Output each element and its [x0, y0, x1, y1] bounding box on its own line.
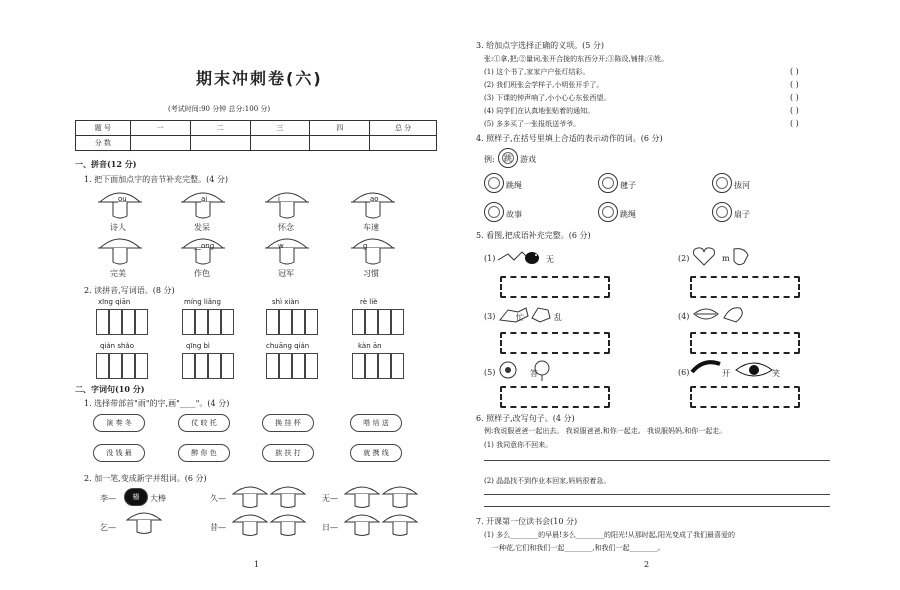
- char-stem: 昔—: [210, 523, 226, 532]
- score-header-cell: 总 分: [370, 121, 437, 136]
- word-label: 习惯: [363, 269, 379, 278]
- mushroom-icon: [178, 232, 228, 272]
- char-stem: 日—: [322, 523, 338, 532]
- pinyin-blank[interactable]: w: [278, 242, 284, 250]
- answer-bubble[interactable]: 椿: [124, 488, 148, 506]
- score-header-cell: 四: [310, 121, 370, 136]
- example-suffix: 游戏: [520, 155, 536, 164]
- mushroom-icon: [95, 232, 145, 272]
- char-stem: 久—: [210, 494, 226, 503]
- writing-grid[interactable]: [182, 353, 234, 379]
- idiom-index: (3): [484, 312, 496, 321]
- idiom-char: m: [722, 254, 730, 263]
- action-word: 跳绳: [620, 210, 636, 219]
- answer-paren[interactable]: ( ): [790, 119, 799, 128]
- flower-blank-icon[interactable]: [598, 173, 618, 193]
- score-cell[interactable]: [310, 136, 370, 151]
- writing-grid[interactable]: [266, 353, 318, 379]
- mushroom-icon: [230, 510, 270, 538]
- pinyin-text: rè liè: [360, 298, 378, 306]
- question-3-prompt: 3. 给加点字选择正确的义项。(5 分): [476, 41, 605, 50]
- idiom-char: 答: [530, 369, 538, 378]
- question-2-prompt: 2. 读拼音,写词语。(8 分): [84, 286, 175, 295]
- flower-blank-icon[interactable]: [712, 202, 732, 222]
- idiom-char: 笑: [772, 369, 780, 378]
- mushroom-icon: [124, 508, 164, 536]
- pinyin-blank[interactable]: __ao: [363, 195, 379, 203]
- example-fill: 跳: [504, 154, 512, 163]
- idiom-answer-box[interactable]: [690, 386, 800, 408]
- hand-picture: [530, 304, 554, 326]
- question-6-example: 例:我说服爸爸一起出去。 我说服爸爸,和你一起走。 我说服妈妈,和你一起走。: [484, 427, 727, 435]
- pinyin-blank[interactable]: __ou: [111, 195, 127, 203]
- section-2-heading: 二、字词句(10 分): [75, 384, 145, 394]
- word-label: 车速: [363, 223, 379, 232]
- pinyin-text: míng liǎng: [184, 298, 221, 306]
- answer-paren[interactable]: ( ): [790, 80, 799, 89]
- mushroom-icon: [380, 510, 420, 538]
- question-3-prompt: 1. 选择带部首"雨"的字,画"____"。(4 分): [84, 399, 230, 408]
- mushroom-icon: [262, 232, 312, 272]
- word-label: 发呆: [194, 223, 210, 232]
- word-label: 完美: [110, 269, 126, 278]
- char-example: 大棒: [150, 494, 166, 503]
- score-header-cell: 三: [250, 121, 310, 136]
- question-3-item: (5) 多多买了一张报纸送爷爷。: [484, 120, 581, 128]
- page-number: 1: [254, 560, 260, 569]
- pinyin-blank[interactable]: __ong: [194, 242, 215, 250]
- mushroom-icon: [348, 232, 398, 272]
- question-4-prompt: 2. 加一笔,变成新字并组词。(6 分): [84, 474, 207, 483]
- question-6-item: (1) 我同意你不回来。: [484, 441, 553, 449]
- answer-line[interactable]: [484, 494, 830, 495]
- question-7-line: 一种花,它们和我们一起________,和我们一起________。: [492, 544, 665, 552]
- score-header-cell: 题 号: [76, 121, 131, 136]
- mouth-picture: [690, 302, 750, 326]
- mushroom-icon: [380, 482, 420, 510]
- idiom-answer-box[interactable]: [690, 276, 800, 298]
- char-option[interactable]: 嗒 培 送: [350, 414, 402, 432]
- writing-grid[interactable]: [266, 309, 318, 335]
- question-4-prompt: 4. 照样子,在括号里填上合适的表示动作的词。(6 分): [476, 134, 663, 143]
- char-stem: 乞—: [100, 523, 116, 532]
- page-number: 2: [644, 560, 650, 569]
- score-cell[interactable]: [370, 136, 437, 151]
- idiom-index: (4): [678, 312, 690, 321]
- flower-blank-icon[interactable]: [484, 173, 504, 193]
- writing-grid[interactable]: [182, 309, 234, 335]
- mushroom-icon: [230, 482, 270, 510]
- score-row-label: 分 数: [76, 136, 131, 151]
- idiom-index: (5): [484, 368, 496, 377]
- idiom-answer-box[interactable]: [500, 276, 610, 298]
- idiom-index: (2): [678, 254, 690, 263]
- question-3-item: (1) 这个书了,家家户户张灯结彩。: [484, 68, 590, 76]
- action-word: 拔河: [734, 181, 750, 190]
- word-label: 冠军: [278, 269, 294, 278]
- idiom-char: 乱: [554, 313, 562, 322]
- score-header-cell: 一: [130, 121, 190, 136]
- char-option[interactable]: 演 奏 冬: [93, 414, 145, 432]
- mushroom-icon: [342, 482, 382, 510]
- idiom-char: 忙: [516, 313, 524, 322]
- pinyin-text: kàn ān: [358, 342, 382, 350]
- score-cell[interactable]: [250, 136, 310, 151]
- question-3-definitions: 张:①拿,把;②量词,张开合拢的东西分开;③陈设,铺排;④姓。: [484, 55, 669, 63]
- idiom-char: 开: [722, 369, 730, 378]
- writing-grid[interactable]: [352, 353, 404, 379]
- writing-grid[interactable]: [352, 309, 404, 335]
- question-7-line: (1) 多么________的早晨!多么________的阳光!从那时起,阳光变成了我们最喜爱的: [484, 531, 735, 539]
- mushroom-icon: [342, 510, 382, 538]
- question-5-prompt: 5. 看图,把成语补充完整。(6 分): [476, 231, 591, 240]
- pinyin-text: qián shǎo: [100, 342, 134, 350]
- char-option[interactable]: 族 扶 打: [262, 444, 314, 462]
- pinyin-text: xīng qiān: [98, 298, 131, 306]
- section-1-heading: 一、拼音(12 分): [75, 159, 137, 169]
- action-word: 跳绳: [506, 181, 522, 190]
- word-label: 怀念: [278, 223, 294, 232]
- question-6-item: (2) 晶晶找不到作业本回家,妈妈很着急。: [484, 477, 611, 485]
- idiom-answer-box[interactable]: [690, 332, 800, 354]
- right-page: [450, 0, 900, 590]
- score-table: [75, 120, 437, 151]
- question-1-prompt: 1. 把下面加点字的音节补充完整。(4 分): [84, 175, 229, 184]
- char-option[interactable]: 仗 皎 托: [178, 414, 230, 432]
- char-option[interactable]: 就 携 线: [350, 444, 402, 462]
- action-word: 故事: [506, 210, 522, 219]
- idiom-answer-box[interactable]: [500, 332, 610, 354]
- mushroom-icon: [268, 510, 308, 538]
- char-option[interactable]: 醉 你 色: [178, 444, 230, 462]
- flower-blank-icon[interactable]: [484, 202, 504, 222]
- char-stem: 李—: [100, 494, 116, 503]
- flower-blank-icon[interactable]: [712, 173, 732, 193]
- answer-paren[interactable]: ( ): [790, 67, 799, 76]
- idiom-index: (1): [484, 254, 496, 263]
- idiom-char: 无: [546, 255, 554, 264]
- answer-line[interactable]: [484, 460, 830, 461]
- idiom-index: (6): [678, 368, 690, 377]
- action-word: 毽子: [620, 181, 636, 190]
- pinyin-text: shì xiàn: [272, 298, 300, 306]
- writing-grid[interactable]: [96, 309, 148, 335]
- char-stem: 无—: [322, 494, 338, 503]
- pinyin-text: qīng bì: [186, 342, 210, 350]
- pinyin-blank[interactable]: g: [363, 242, 368, 250]
- time-note: (考试时间:90 分钟 总分:100 分): [168, 105, 271, 113]
- exam-title: 期末冲刺卷(六): [196, 69, 323, 88]
- score-cell[interactable]: [190, 136, 250, 151]
- question-6-prompt: 6. 照样子,改写句子。(4 分): [476, 414, 575, 423]
- answer-paren[interactable]: ( ): [790, 106, 799, 115]
- question-3-item: (3) 下课的钟声响了,小小心心东张西望。: [484, 94, 611, 102]
- mushroom-icon: [268, 482, 308, 510]
- question-3-item: (2) 我们班张会学样子,小明张开手了。: [484, 81, 604, 89]
- idiom-answer-box[interactable]: [500, 386, 610, 408]
- eye-picture: [734, 358, 774, 382]
- pinyin-blank[interactable]: __ai: [194, 195, 208, 203]
- question-7-prompt: 7. 开课第一位读书会(10 分): [476, 517, 578, 526]
- question-3-item: (4) 同学们在认真地张贴着的通知。: [484, 107, 595, 115]
- char-option[interactable]: 没 钱 最: [93, 444, 145, 462]
- flower-blank-icon[interactable]: [598, 202, 618, 222]
- bird-picture: [496, 246, 542, 268]
- answer-line[interactable]: [484, 506, 830, 507]
- score-header-cell: 二: [190, 121, 250, 136]
- score-cell[interactable]: [130, 136, 190, 151]
- hand-picture: [496, 304, 532, 326]
- word-label: 作色: [194, 269, 210, 278]
- answer-paren[interactable]: ( ): [790, 93, 799, 102]
- pinyin-blank[interactable]: i: [278, 195, 280, 203]
- pinyin-text: chuāng qián: [266, 342, 310, 350]
- char-option[interactable]: 换 挂 杯: [262, 414, 314, 432]
- example-label: 例:: [484, 155, 495, 164]
- writing-grid[interactable]: [96, 353, 148, 379]
- word-label: 诗人: [110, 223, 126, 232]
- action-word: 扇子: [734, 210, 750, 219]
